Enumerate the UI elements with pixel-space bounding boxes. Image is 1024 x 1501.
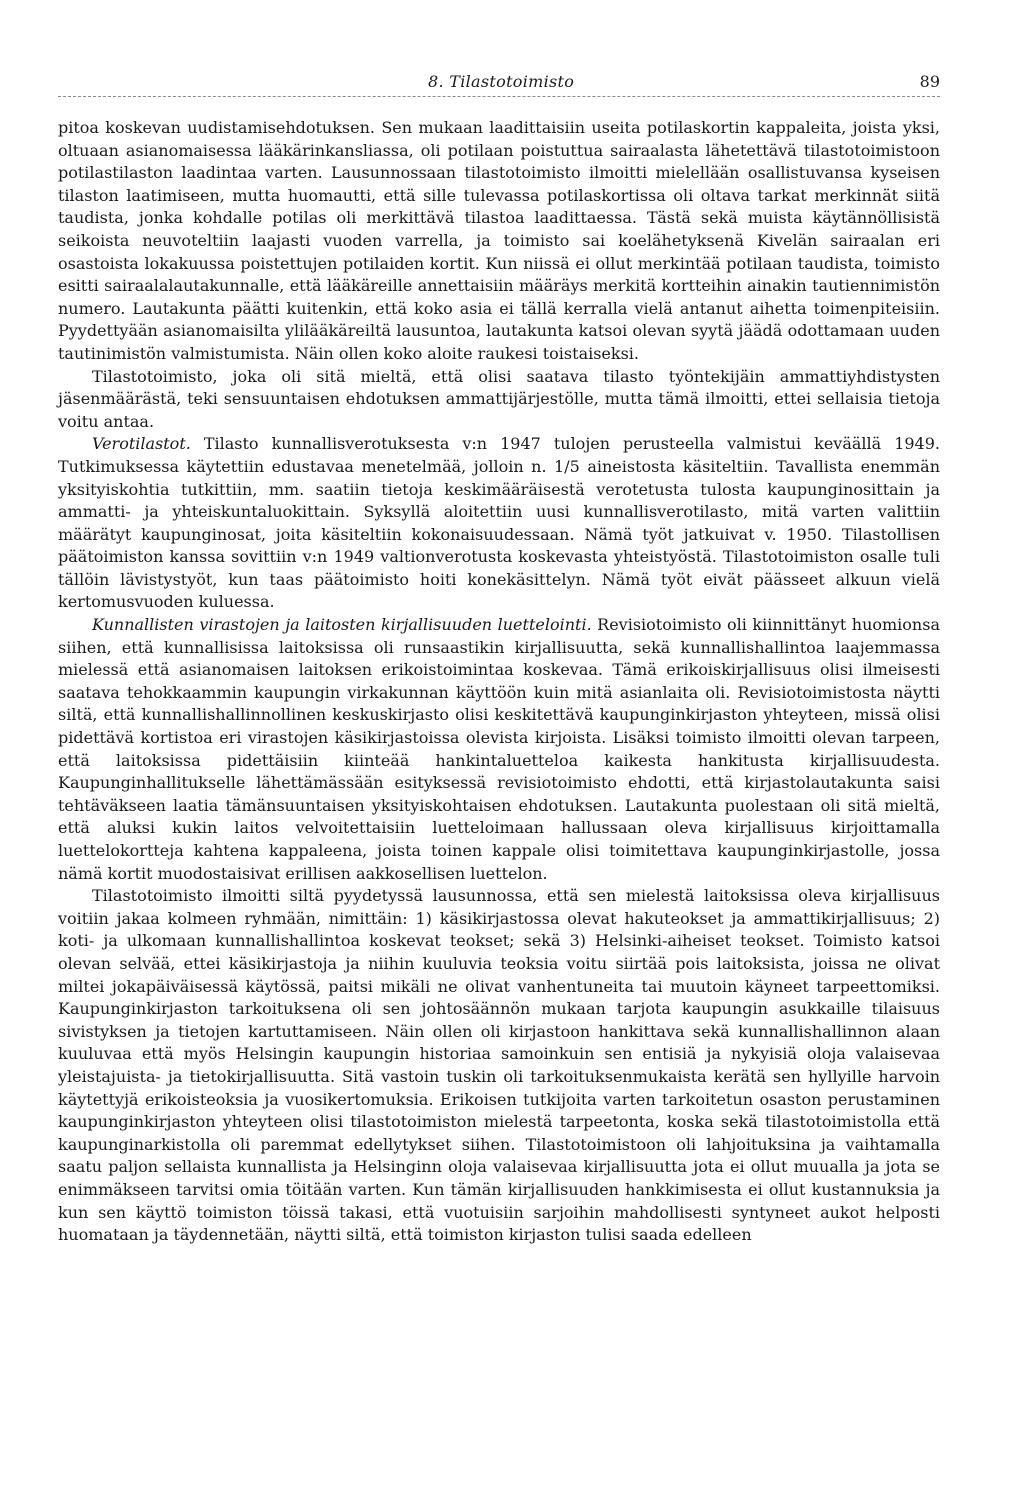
document-page	[58, 62, 940, 1247]
paragraph-text: Tilastotoimisto ilmoitti siltä pyydetyssä lausunnossa, että sen mielestä laitoksissa oleva kirjallisuus voitiin jakaa kolmeen ryhmään, nimittäin: 1) käsikirjastossa olevat hakuteokset ja ammattikirjallisuus; 2) koti- ja ulkomaan kunnallishallintoa koskevat teokset; sekä 3) Helsinki-aiheiset teokset. Toimisto katsoi olevan selvää, ettei käsikirjastoja ja niihin kuuluvia teoksia voitu siirtää pois laitoksista, joissa ne olivat miltei jokapäiväisessä käytössä, paitsi mikäli ne olivat vanhentuneita tai muutoin käyneet tarpeettomiksi. Kaupunginkirjaston tarkoituksena oli sen johtosäännön mukaan tarjota kaupungin asukkaille tilaisuus sivistyksen ja tietojen kartuttamiseen. Näin ollen oli kirjastoon hankittava sekä kunnallishallinnon alaan kuuluvaa että myös Helsingin kaupungin historiaa samoinkuin sen entisiä ja nykyisiä oloja valaisevaa yleistajuista- ja tietokirjallisuutta. Sitä vastoin tuskin oli tarkoituksenmukaista kerätä sen hyllyille harvoin käytettyjä erikoisteoksia ja vuosikertomuksia. Erikoisen tutkijoita varten tarkoitetun osaston perustaminen kaupunginkirjaston yhteyteen olisi tilastotoimiston mielestä tarpeetonta, koska sekä tilastotoimistolla että kaupunginarkistolla oli paremmat edellytykset siihen. Tilastotoimistoon oli lahjoituksina ja vaihtamalla saatu paljon sellaista kunnallista ja Helsinginn oloja valaisevaa kirjallisuutta jota ei ollut muualla ja jota se enimmäkseen tarvitsi omia töitään varten. Kun tämän kirjallisuuden hankkimisesta ei ollut kustannuksia ja kun sen käyttö toimiston töissä takasi, että vuotuisiin sarjoihin mahdollisesti syntyneet aukot helposti huomataan ja täydennetään, näytti siltä, että toimiston kirjaston tulisi saada edelleen	[58, 886, 940, 1245]
chapter-title: 8. Tilastotoimisto	[428, 72, 575, 91]
paragraph-text: Tilastotoimisto, joka oli sitä mieltä, että olisi saatava tilasto työntekijäin ammattiyhdistysten jäsenmäärästä, teki sensuuntaisen ehdotuksen ammattijärjestölle, mutta tämä ilmoitti, ettei sellaisia tietoja voitu antaa.	[58, 366, 940, 431]
running-header	[58, 62, 940, 97]
paragraph-tax-statistics	[58, 433, 940, 614]
section-lead: Kunnallisten virastojen ja laitosten kirjallisuuden luettelointi.	[92, 615, 592, 635]
paragraph-text: Tilasto kunnallisverotuksesta v:n 1947 tulojen perusteella valmistui keväällä 1949. Tutkimuksessa käytettiin edustavaa menetelmää, jolloin n. 1/5 aineistosta käsiteltiin. Tavallista enemmän yksityiskohtia tutkittiin, mm. saatiin tietoja keskimääräisestä verotetusta tulosta kaupunginosittain ja ammatti- ja yhteiskuntaluokittain. Syksyllä aloitettiin uusi kunnallisverotilasto, mitä varten valittiin määrätyt kaupunginosat, joita käsiteltiin kokonaisuudessaan. Nämä työt jatkuivat v. 1950. Tilastollisen päätoimiston kanssa sovittiin v:n 1949 valtionverotusta koskevasta yhteistyöstä. Tilastotoimiston osalle tuli tällöin lävistystyöt, kun taas päätoimisto hoiti konekäsittelyn. Nämä työt eivät päässeet alkuun vielä kertomusvuoden kuluessa.	[58, 434, 940, 612]
body-text	[58, 117, 940, 1247]
paragraph-text: Revisiotoimisto oli kiinnittänyt huomionsa siihen, että kunnallisissa laitoksissa oli runsaastikin kirjallisuutta, sekä kunnallishallintoa laajemmassa mielessä että asianomaisen laitoksen erikoistoimintaa koskevaa. Tämä erikoiskirjallisuus olisi ilmeisesti saatava tehokkaammin kaupungin virkakunnan käyttöön kuin mitä asianlaita oli. Revisiotoimistosta näytti siltä, että kunnallishallinnollinen keskuskirjasto olisi keskitettävä kaupunginkirjaston yhteyteen, missä olisi pidettävä kortistoa eri virastojen käsikirjastoissa olevista kirjoista. Lisäksi toimisto ilmoitti olevan tarpeen, että laitoksissa pidettäisiin kiinteää hankintaluetteloa kaikesta hankitusta kirjallisuudesta. Kaupunginhallitukselle lähettämässään esityksessä revisiotoimisto ehdotti, että kirjastolautakunta saisi tehtäväkseen laatia tämänsuuntaisen yksityiskohtaisen ehdotuksen. Lautakunta puolestaan oli sitä mieltä, että aluksi kukin laitos velvoitettaisiin luetteloimaan hallussaan oleva kirjallisuus kirjoittamalla luettelokortteja kahtena kappaleena, joista toinen kappale olisi toimitettava kaupunginkirjastolle, jossa nämä kortit muodostaisivat erillisen aakkosellisen luettelon.	[58, 615, 940, 883]
paragraph-text: pitoa koskevan uudistamisehdotuksen. Sen mukaan laadittaisiin useita potilaskortin kappaleita, joista yksi, oltuaan asianomaisessa lääkärinkansliassa, oli potilaan poistuttua sairaalasta lähetettävä tilastotoimistoon potilastilaston laadintaa varten. Lausunnossaan tilastotoimisto ilmoitti mielellään osallistuvansa kyseisen tilaston laatimiseen, mutta huomautti, että sille tulevassa potilaskortissa oli oltava tarkat merkinnät siitä taudista, jonka kohdalle potilas oli merkittävä tilastoa laadittaessa. Tästä sekä muista käytännöllisistä seikoista neuvoteltiin laajasti vuoden varrella, ja toimisto sai koelähetyksenä Kivelän sairaalan eri osastoista lokakuussa poistettujen potilaiden kortit. Kun niissä ei ollut merkintää potilaan taudista, toimisto esitti sairaalalautakunnalle, että lääkäreille annettaisiin määräys merkitä kortteihin ainakin tautiennimistön numero. Lautakunta päätti kuitenkin, että koko asia ei tällä kerralla vielä antanut aihetta toimenpiteisiin. Pyydettyään asianomaisilta ylilääkäreiltä lausuntoa, lautakunta katsoi olevan syytä jäädä odottamaan uuden tautinimistön valmistumista. Näin ollen koko aloite raukesi toistaiseksi.	[58, 118, 940, 363]
page-number: 89	[919, 72, 940, 91]
section-lead: Verotilastot.	[92, 434, 191, 454]
paragraph-statement	[58, 885, 940, 1247]
paragraph-literature-cataloguing	[58, 614, 940, 885]
paragraph-trade-unions	[58, 366, 940, 434]
paragraph-continuation	[58, 117, 940, 366]
